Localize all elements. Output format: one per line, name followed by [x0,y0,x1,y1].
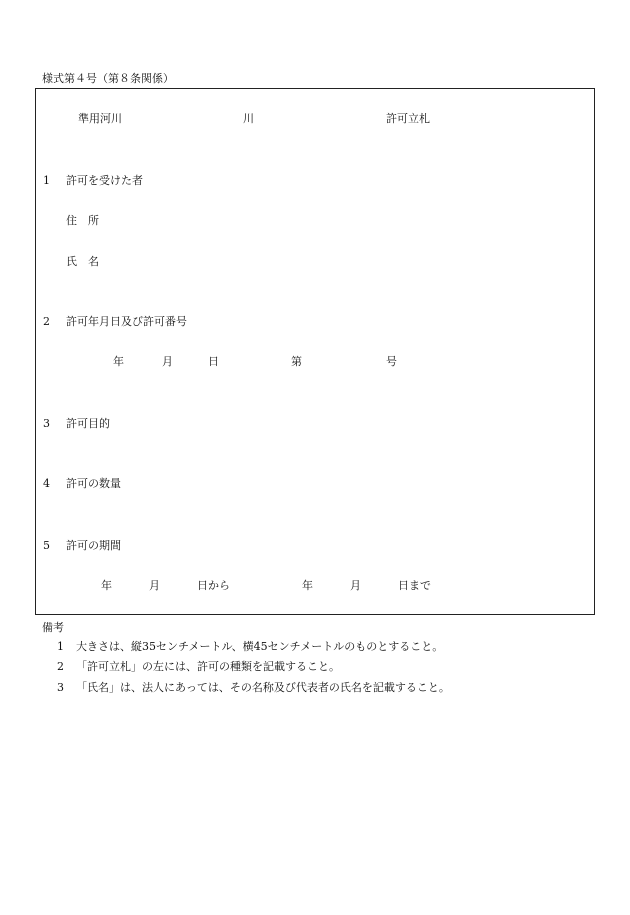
permit-board-frame [35,88,595,615]
section-2-number: 2 [43,315,50,328]
note-2-text: 「許可立札」の左には、許可の種類を記載すること。 [76,660,340,673]
board-title-permit-board: 許可立札 [386,112,430,125]
section-4-label: 許可の数量 [66,477,121,490]
section-3-label: 許可目的 [66,417,110,430]
section-1-label: 許可を受けた者 [66,174,143,187]
form-number-label: 様式第４号（第８条関係） [42,72,174,85]
note-3-text: 「氏名」は、法人にあっては、その名称及び代表者の氏名を記載すること。 [76,681,450,694]
note-3-number: 3 [57,681,64,694]
section-5-number: 5 [43,539,50,552]
permit-number-prefix: 第 [291,355,302,368]
board-title-river-suffix: 川 [243,112,254,125]
permit-number-suffix: 号 [386,355,397,368]
period-start-year-label: 年 [101,579,112,592]
period-end-year-label: 年 [302,579,313,592]
section-5-label: 許可の期間 [66,539,121,552]
section-3-number: 3 [43,417,50,430]
period-start-day-label: 日から [197,579,230,592]
note-1-number: 1 [57,640,64,653]
name-label: 氏 名 [66,255,99,268]
note-2-number: 2 [57,660,64,673]
section-4-number: 4 [43,477,50,490]
board-title-river-type: 準用河川 [78,112,122,125]
note-1-text: 大きさは、縦35センチメートル、横45センチメートルのものとすること。 [76,640,444,653]
period-end-day-label: 日まで [398,579,431,592]
permit-year-label: 年 [113,355,124,368]
permit-day-label: 日 [208,355,219,368]
permit-month-label: 月 [162,355,173,368]
notes-title: 備考 [42,621,64,634]
period-start-month-label: 月 [149,579,160,592]
period-end-month-label: 月 [350,579,361,592]
address-label: 住 所 [66,214,99,227]
section-2-label: 許可年月日及び許可番号 [66,315,187,328]
section-1-number: 1 [43,174,50,187]
